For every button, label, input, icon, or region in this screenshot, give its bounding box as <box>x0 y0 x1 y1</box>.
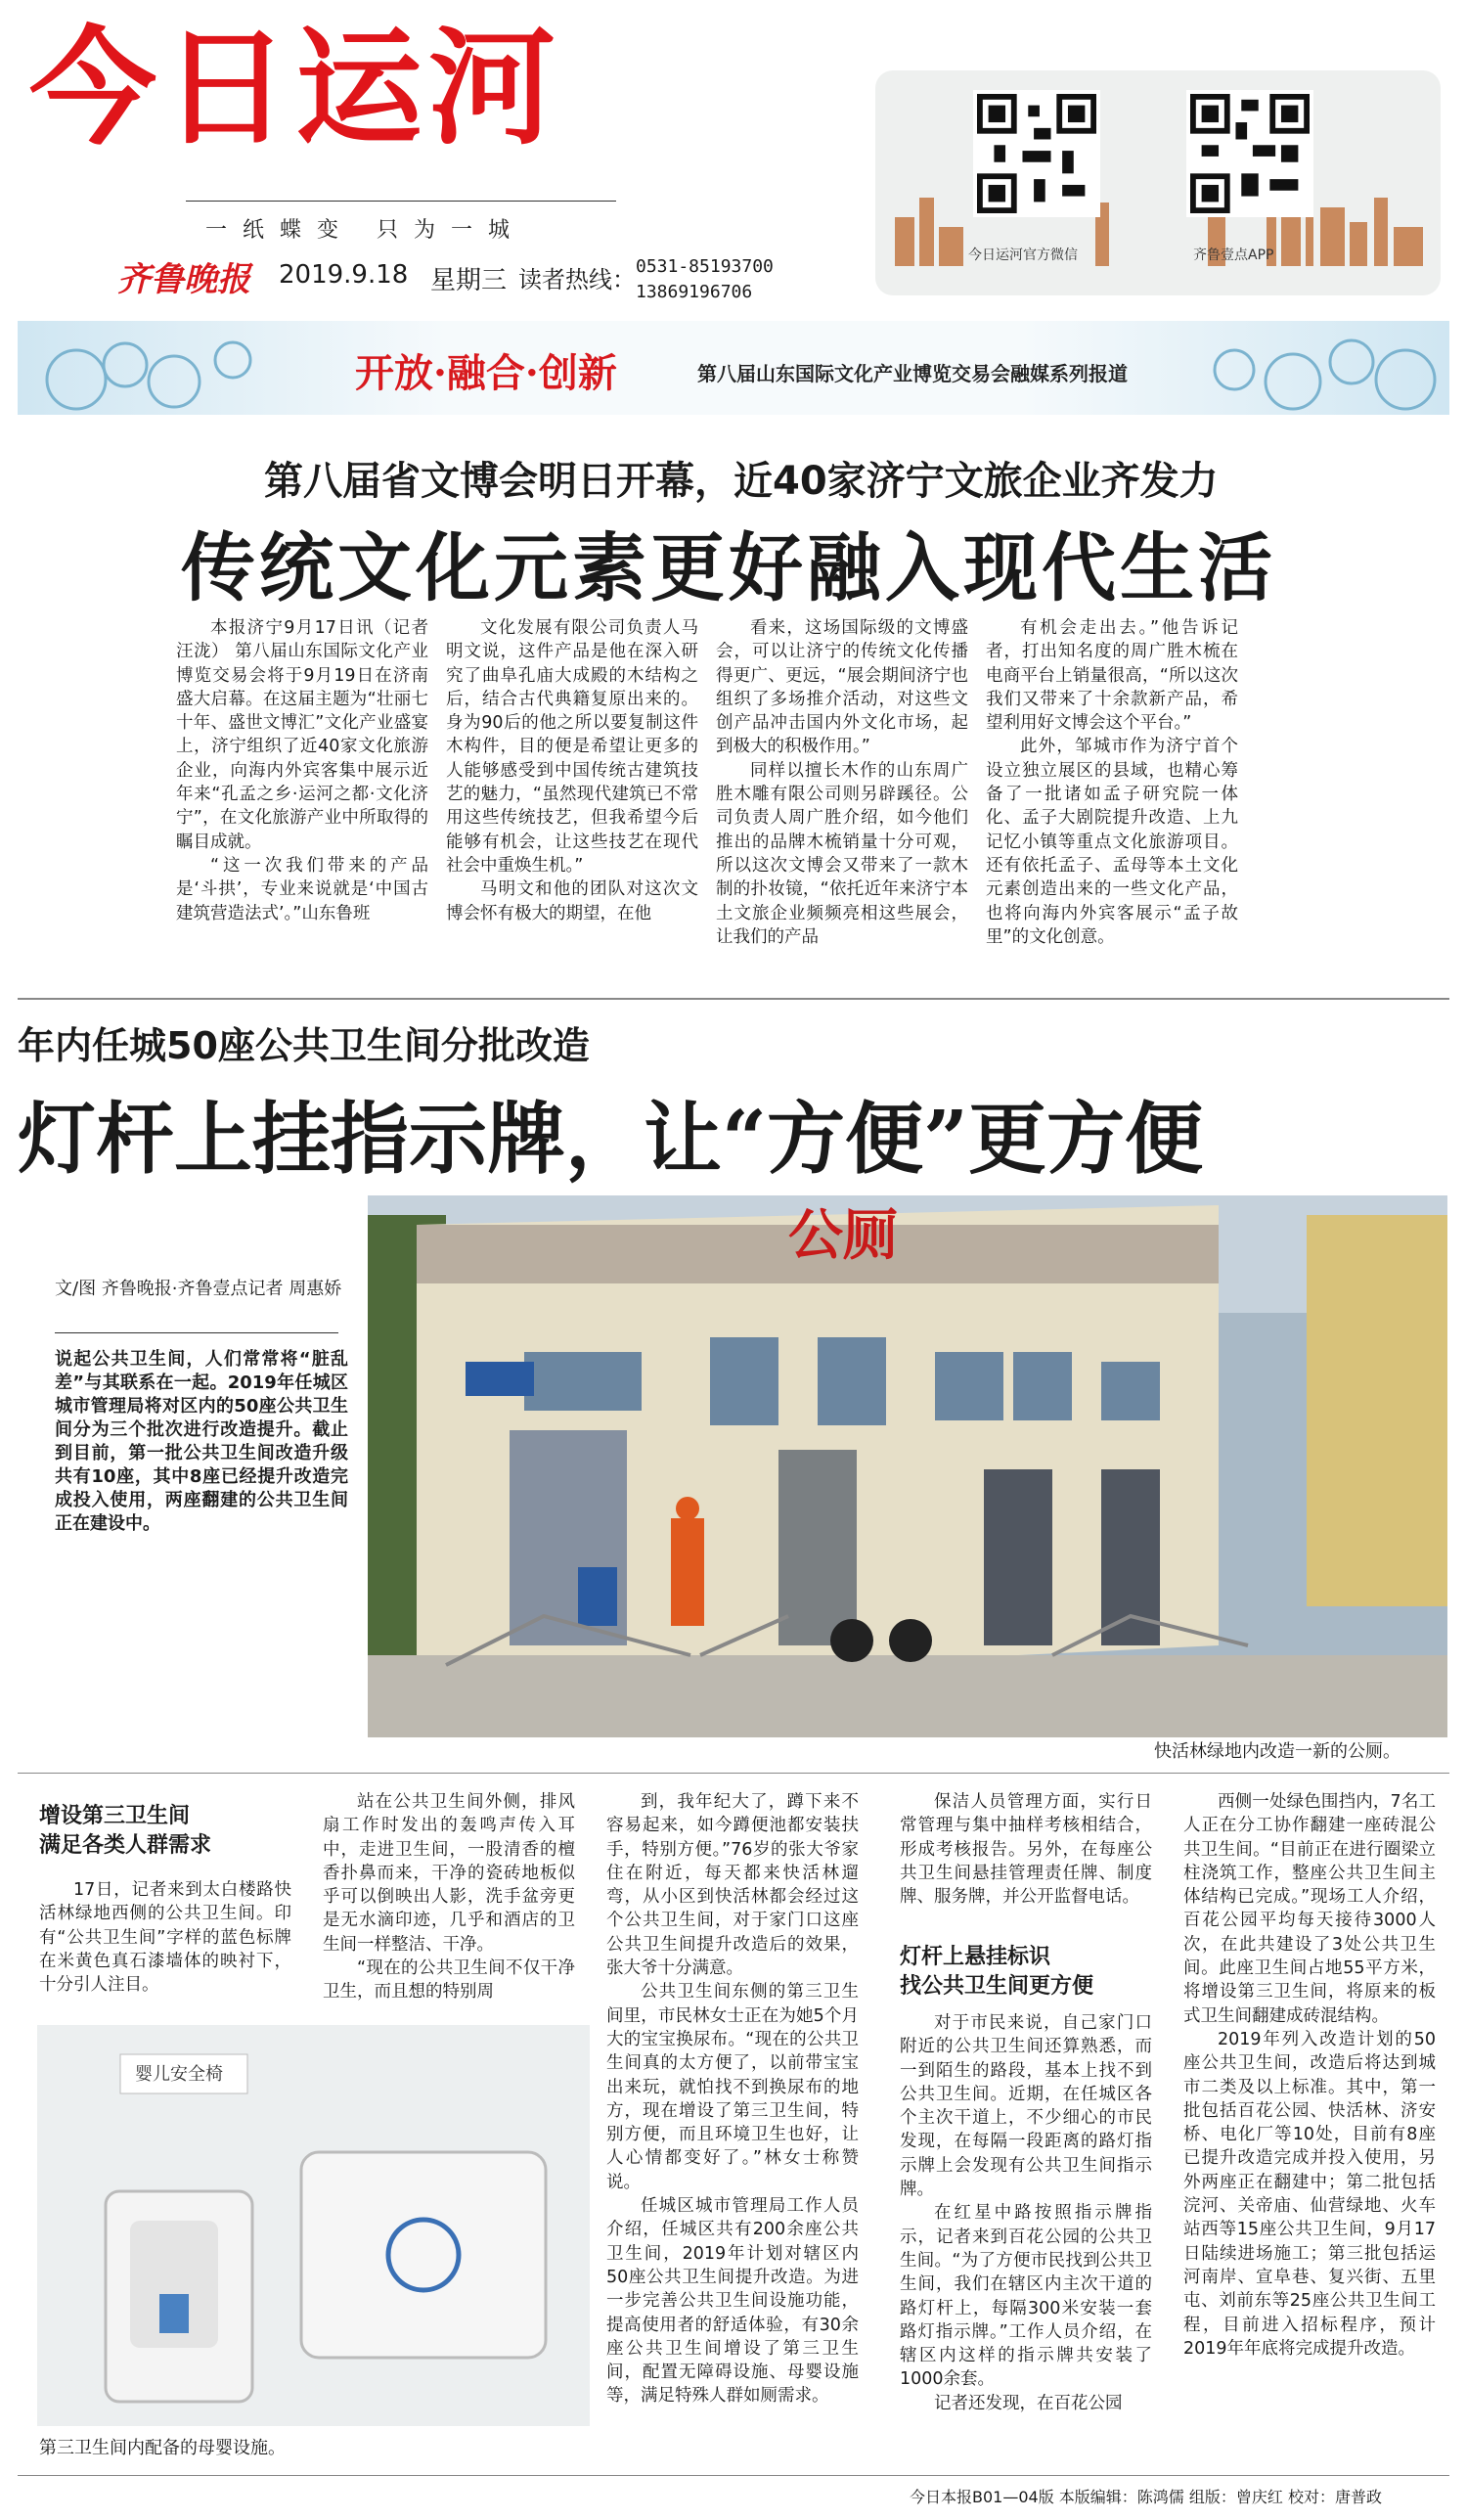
photo-caption-2: 第三卫生间内配备的母婴设施。 <box>39 2438 286 2458</box>
paragraph: 本报济宁9月17日讯（记者汪泷） 第八届山东国际文化产业博览交易会将于9月19日在济南盛大启幕。在这届主题为“壮丽七十年、盛世文博汇”文化产业盛宴上，济宁组织了近40家文化旅游企业，向海内外宾客集中展示近年来“孔孟之乡·运河之都·文化济宁”，在文化旅游产业中所取得的瞩目成就。 <box>176 618 428 852</box>
story2-byline: 文/图 齐鲁晚报·齐鲁壹点记者 周惠娇 <box>55 1279 342 1299</box>
public-toilet-photo <box>368 1195 1447 1737</box>
qr-panel <box>875 70 1441 295</box>
story1-column-4 <box>986 616 1238 949</box>
series-banner <box>18 321 1449 415</box>
paragraph: 到，我年纪大了，蹲下来不容易起来，如今蹲便池都安装扶手，特别方便。”76岁的张大爷家住在附近，每天都来快活林遛弯，从小区到快活林都会经过这个公共卫生间，对于家门口这座公共卫生间提升改造后的效果，张大爷十分满意。 <box>606 1792 859 1979</box>
skyline-illustration <box>885 168 1431 266</box>
masthead-rule <box>186 201 616 202</box>
baby-facility-photo <box>37 2025 590 2426</box>
paragraph: “现在的公共卫生间不仅干净卫生，而且想的特别周 <box>323 1958 575 2002</box>
paragraph: 记者还发现，在百花公园 <box>934 2393 1123 2413</box>
paragraph: 任城区城市管理局工作人员介绍，任城区共有200余座公共卫生间，2019年计划对辖区内50座公共卫生间提升改造。为进一步完善公共卫生间设施功能，提高使用者的舒适体验，有30余座公共卫生间增设了第三卫生间，配置无障碍设施、母婴设施等，满足特殊人群如厕需求。 <box>606 2196 859 2407</box>
story2-kicker: 年内任城50座公共卫生间分批改造 <box>18 1024 590 1067</box>
paragraph: 17日，记者来到太白楼路快活林绿地西侧的公共卫生间。印有“公共卫生间”字样的蓝色标牌在米黄色真石漆墙体的映衬下，十分引人注目。 <box>39 1880 291 1996</box>
section-divider <box>18 998 1449 1000</box>
story1-column-2 <box>446 616 698 925</box>
issue-weekday: 星期三 <box>430 266 508 295</box>
paragraph: 站在公共卫生间外侧，排风扇工作时发出的轰鸣声传入耳中，走进卫生间，一股清香的檀香扑鼻而来，干净的瓷砖地板似乎可以倒映出人影，洗手盆旁更是无水滴印迹，几乎和酒店的卫生间一样整洁、干净。 <box>323 1792 575 1955</box>
byline-rule <box>55 1332 338 1333</box>
paragraph: 西侧一处绿色围挡内，7名工人正在分工协作翻建一座砖混公共卫生间。“目前正在进行圈梁立柱浇筑工作，整座公共卫生间主体结构已完成。”现场工人介绍，百花公园平均每天接待3000人次，在此共建设了3处公共卫生间。此座卫生间占地55平方米，将增设第三卫生间，将原来的板式卫生间翻建成砖混结构。 <box>1183 1792 1436 2026</box>
story2-lead: 说起公共卫生间，人们常常将“脏乱差”与其联系在一起。2019年任城区城市管理局将对区内的50座公共卫生间分为三个批次进行改造提升。截止到目前，第一批公共卫生间改造升级共有10座，其中8座已经提升改造完成投入使用，两座翻建的公共卫生间正在建设中。 <box>55 1349 348 1534</box>
masthead-title: 今日运河 <box>29 14 562 162</box>
masthead-slogan: 一纸蝶变 只为一城 <box>205 218 525 243</box>
story2-column-2 <box>323 1790 575 2004</box>
story2-column-1 <box>39 1878 291 1997</box>
paragraph: 马明文和他的团队对这次文博会怀有极大的期望，在他 <box>446 879 698 923</box>
story2-headline: 灯杆上挂指示牌，让“方便”更方便 <box>18 1093 1204 1185</box>
issue-date: 2019.9.18 <box>279 260 409 290</box>
qr-label-app: 齐鲁壹点APP <box>1193 248 1274 263</box>
story2-column-5 <box>1183 1790 1436 2361</box>
paragraph: 在红星中路按照指示牌指示，记者来到百花公园的公共卫生间。“为了方便市民找到公共卫生间，我们在辖区内主次干道的路灯杆上，每隔300米安装一套路灯指示牌。”工作人员介绍，在辖区内这样的指示牌共安装了1000余套。 <box>900 2203 1152 2390</box>
paragraph: 文化发展有限公司负责人马明文说，这件产品是他在深入研究了曲阜孔庙大成殿的木结构之后，结合古代典籍复原出来的。身为90后的他之所以要复制这件木构件，目的便是希望让更多的人能够感受到中国传统古建筑技艺的魅力，“虽然现代建筑已不常用这些传统技艺，但我希望今后能够有机会，让这些技艺在现代社会中重焕生机。” <box>446 618 698 876</box>
subhead-lamp-signs: 灯杆上悬挂标识 找公共卫生间更方便 <box>900 1945 1094 1999</box>
cloud-ornament-right <box>1156 321 1449 415</box>
paragraph: 看来，这场国际级的文博盛会，可以让济宁的传统文化传播得更广、更远，“展会期间济宁也组织了多场推介活动，对这些文创产品冲击国内外文化市场，起到极大的积极作用。” <box>716 618 968 757</box>
paragraph: “这一次我们带来的产品是‘斗拱’，专业来说就是‘中国古建筑营造法式’。”山东鲁班 <box>176 855 428 923</box>
hotline-phone-2: 13869196706 <box>636 282 753 302</box>
qr-code-wechat[interactable] <box>973 90 1100 217</box>
paragraph: 保洁人员管理方面，实行日常管理与集中抽样考核相结合，形成考核报告。另外，在每座公共卫生间悬挂管理责任牌、制度牌、服务牌，并公开监督电话。 <box>900 1792 1152 1908</box>
story2-column-4b <box>900 2011 1152 2415</box>
paragraph: 对于市民来说，自己家门口附近的公共卫生间还算熟悉，而一到陌生的路段，基本上找不到公共卫生间。近期，在任城区各个主次干道上，不少细心的市民发现，在每隔一段距离的路灯指示牌上会发现有公共卫生间指示牌。 <box>900 2013 1152 2200</box>
banner-title: 开放·融合·创新 <box>355 350 617 396</box>
paragraph: 同样以擅长木作的山东周广胜木雕有限公司则另辟蹊径。公司负责人周广胜介绍，如今他们推出的品牌木梳销量十分可观，所以这次文博会又带来了一款木制的扑妆镜，“依托近年来济宁本土文旅企业频频亮相这些展会，让我们的产品 <box>716 760 968 947</box>
subhead-third-toilet: 增设第三卫生间 满足各类人群需求 <box>39 1804 212 1858</box>
paragraph: 2019年列入改造计划的50座公共卫生间，改造后将达到城市二类及以上标准。其中，第一批包括百花公园、快活林、济安桥、电化厂等10处，目前有8座已提升改造完成并投入使用，另外两座正在翻建中；第二批包括浣河、关帝庙、仙营绿地、火车站西等15座公共卫生间，9月17日陆续进场施工；第三批包括运河南岸、宣阜巷、复兴街、五里屯、刘前东等25座公共卫生间工程，目前进入招标程序，预计2019年年底将完成提升改造。 <box>1183 2029 1436 2359</box>
paper-name: 齐鲁晚报 <box>117 260 250 299</box>
toilet-sign-text: 公厕 <box>788 1204 898 1268</box>
story1-headline: 传统文化元素更好融入现代生活 <box>181 524 1276 611</box>
baby-seat-label: 婴儿安全椅 <box>135 2064 223 2085</box>
qr-label-wechat: 今日运河官方微信 <box>968 248 1078 263</box>
paragraph: 此外，邹城市作为济宁首个设立独立展区的县域，也精心筹备了一批诸如孟子研究院一体化、孟子大剧院提升改造、上九记忆小镇等重点文化旅游项目。还有依托孟子、孟母等本土文化元素创造出来的一些文化产品，也将向海内外宾客展示“孟子故里”的文化创意。 <box>986 737 1238 947</box>
masthead <box>29 14 831 166</box>
story1-kicker: 第八届省文博会明日开幕，近40家济宁文旅企业齐发力 <box>264 459 1219 504</box>
banner-subtitle: 第八届山东国际文化产业博览交易会融媒系列报道 <box>697 362 1128 385</box>
story2-column-4a <box>900 1790 1152 1909</box>
cloud-ornament-left <box>18 321 311 415</box>
story2-column-3 <box>606 1790 859 2408</box>
page-footer: 今日本报B01—04版 本版编辑：陈鸿儒 组版：曾庆红 校对：唐普政 <box>910 2488 1382 2506</box>
hotline-phone-1: 0531-85193700 <box>636 256 774 277</box>
story1-column-3 <box>716 616 968 949</box>
paragraph: 有机会走出去。”他告诉记者，打出知名度的周广胜木梳在电商平台上销量很高，“所以这次我们又带来了十余款新产品，希望利用好文博会这个平台。” <box>986 618 1238 734</box>
paragraph: 公共卫生间东侧的第三卫生间里，市民林女士正在为她5个月大的宝宝换尿布。“现在的公共卫生间真的太方便了，以前带宝宝出来玩，就怕找不到换尿布的地方，现在增设了第三卫生间，特别方便，而且环境卫生也好，让人心情都变好了。”林女士称赞说。 <box>606 1982 859 2192</box>
story1-column-1 <box>176 616 428 925</box>
section-divider <box>18 1773 1449 1774</box>
footer-rule <box>18 2475 1449 2476</box>
photo-caption-1: 快活林绿地内改造一新的公厕。 <box>1154 1741 1400 1762</box>
qr-code-app[interactable] <box>1186 90 1313 217</box>
hotline-label: 读者热线： <box>518 266 636 293</box>
